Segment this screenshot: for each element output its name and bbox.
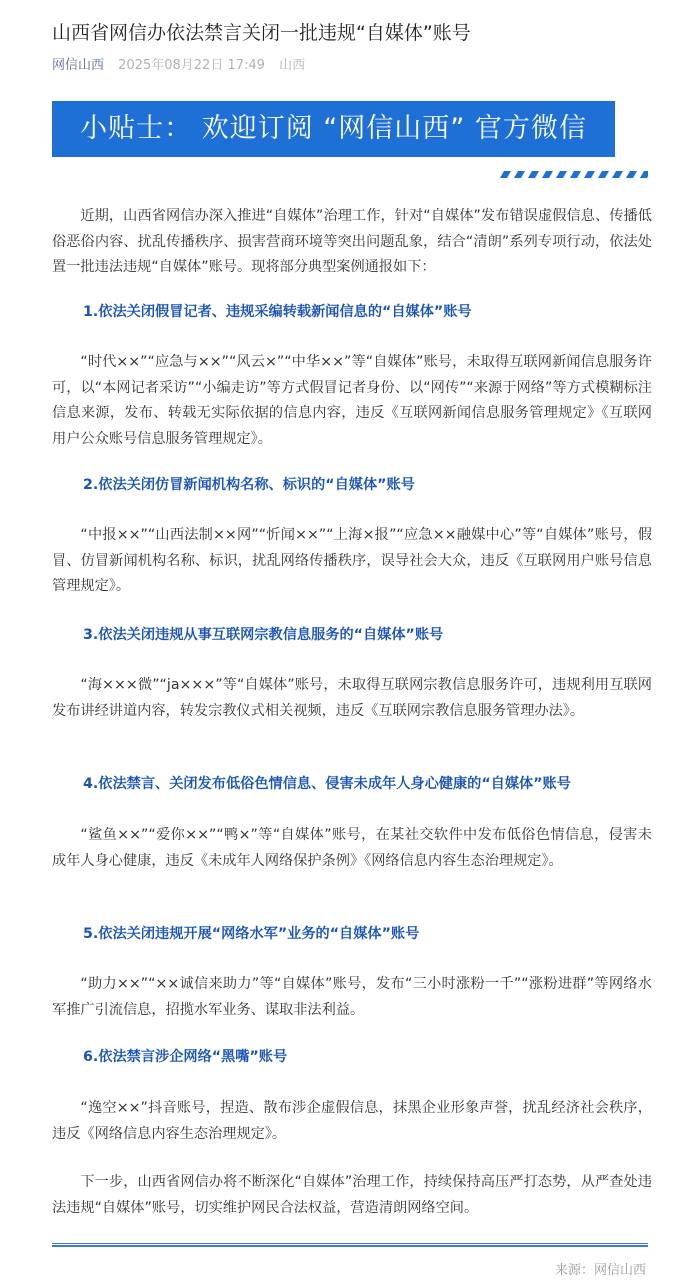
section-heading-6: 6.依法禁言涉企网络“黑嘴”账号 xyxy=(83,1049,288,1065)
section-body-5: “助力××”“××诚信来助力”等“自媒体”账号，发布“三小时涨粉一千”“涨粉进群”等网络水军推广引流信息，招揽水军业务、谋取非法利益。 xyxy=(52,976,652,1018)
article-title: 山西省网信办依法禁言关闭一批违规“自媒体”账号 xyxy=(52,22,471,44)
subscribe-banner: 小贴士： 欢迎订阅 “网信山西” 官方微信 xyxy=(52,101,615,157)
section-heading-4: 4.依法禁言、关闭发布低俗色情信息、侵害未成年人身心健康的“自媒体”账号 xyxy=(83,776,571,792)
publish-date: 2025年08月22日 17:49 xyxy=(118,58,265,73)
account-name-link[interactable]: 网信山西 xyxy=(52,58,105,73)
decorative-stripes xyxy=(52,171,648,178)
section-heading-5: 5.依法关闭违规开展“网络水军”业务的“自媒体”账号 xyxy=(83,926,420,942)
section-body-3: “海×××微”“ja×××”等“自媒体”账号，未取得互联网宗教信息服务许可，违规利用互联网发布讲经讲道内容，转发宗教仪式相关视频，违反《互联网宗教信息服务管理办法》。 xyxy=(52,677,652,719)
section-body-1: “时代××”“应急与××”“风云×”“中华××”等“自媒体”账号，未取得互联网新闻信息服务许可，以“本网记者采访”“小编走访”等方式假冒记者身份、以“网传”“来源于网络”等方式模糊标注信息来源，发布、转载无实际依据的信息内容，违反《互联网新闻信息服务管理规定》《互联网用户公众账号信息服务管理规定》。 xyxy=(52,354,652,447)
section-body-4: “鲨鱼××”“爱你××”“鸭×”等“自媒体”账号，在某社交软件中发布低俗色情信息，侵害未成年人身心健康，违反《未成年人网络保护条例》《网络信息内容生态治理规定》。 xyxy=(52,827,652,869)
footer-divider xyxy=(52,1243,648,1247)
section-heading-3: 3.依法关闭违规从事互联网宗教信息服务的“自媒体”账号 xyxy=(83,627,444,643)
section-body-6: “逸空××”抖音账号，捏造、散布涉企虚假信息，抹黑企业形象声誉，扰乱经济社会秩序，违反《网络信息内容生态治理规定》。 xyxy=(52,1100,652,1142)
intro-paragraph: 近期，山西省网信办深入推进“自媒体”治理工作，针对“自媒体”发布错误虚假信息、传播低俗恶俗内容、扰乱传播秩序、损害营商环境等突出问题乱象，结合“清朗”系列专项行动，依法处置一批违法违规“自媒体”账号。现将部分典型案例通报如下： xyxy=(52,208,652,275)
section-heading-2: 2.依法关闭仿冒新闻机构名称、标识的“自媒体”账号 xyxy=(83,477,415,493)
closing-paragraph: 下一步，山西省网信办将不断深化“自媒体”治理工作，持续保持高压严打态势，从严查处违法违规“自媒体”账号，切实维护网民合法权益，营造清朗网络空间。 xyxy=(52,1174,652,1216)
section-heading-1: 1.依法关闭假冒记者、违规采编转载新闻信息的“自媒体”账号 xyxy=(83,304,472,320)
publish-location: 山西 xyxy=(279,58,306,73)
source-credit: 来源：网信山西 xyxy=(554,1263,646,1278)
article-meta xyxy=(52,57,305,75)
section-body-2: “中报××”“山西法制××网”“忻闻××”“上海×报”“应急××融媒中心”等“自媒体”账号，假冒、仿冒新闻机构名称、标识，扰乱网络传播秩序，误导社会大众，违反《互联网用户账号信息管理规定》。 xyxy=(52,527,652,594)
